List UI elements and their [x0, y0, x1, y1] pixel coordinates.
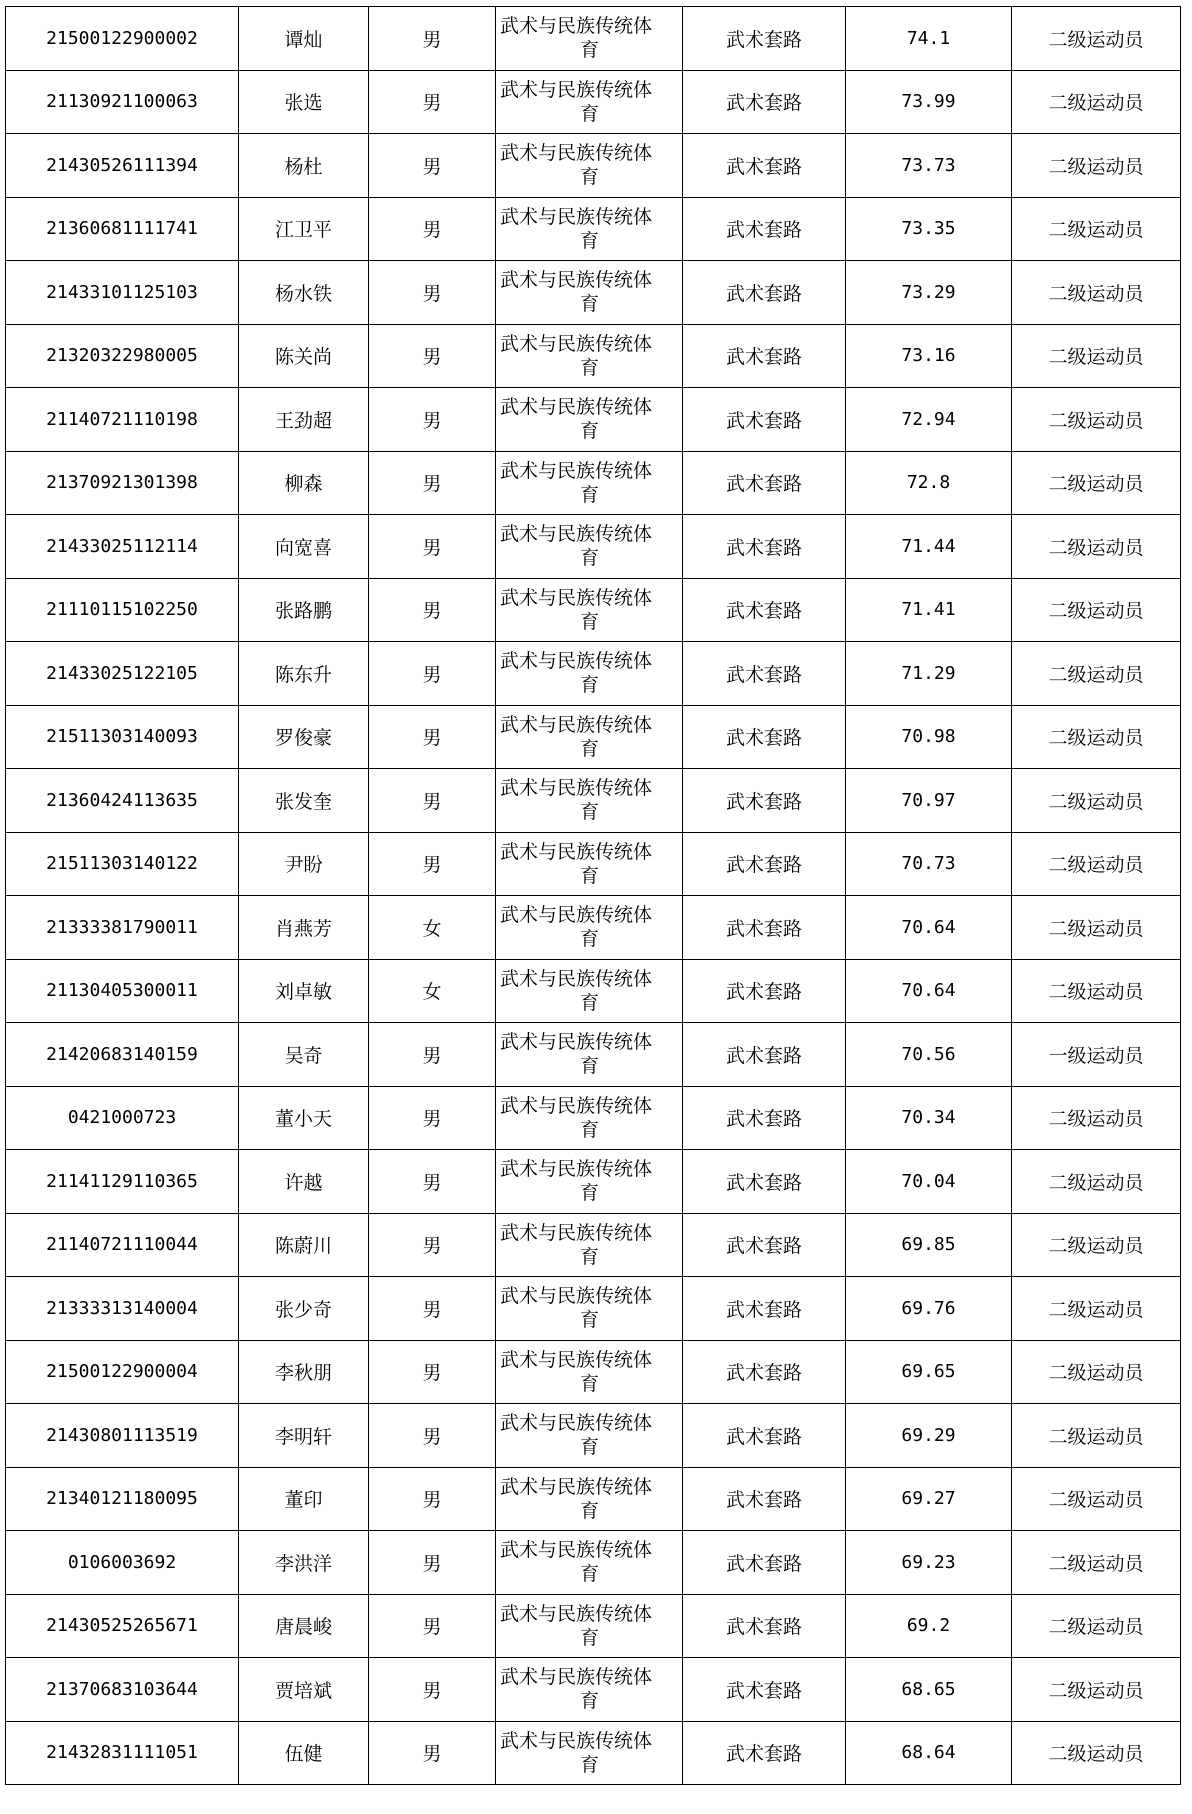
- name-cell: 罗俊豪: [239, 705, 369, 769]
- event-cell: [496, 261, 683, 325]
- event-line-2: 育: [580, 610, 600, 633]
- event-line-2: 育: [580, 1563, 600, 1586]
- name-cell: 张路鹏: [239, 578, 369, 642]
- level-cell: 二级运动员: [1012, 832, 1181, 896]
- item-cell: 武术套路: [683, 705, 846, 769]
- item-cell: 武术套路: [683, 1213, 846, 1277]
- score-cell: 70.64: [846, 959, 1012, 1023]
- gender-cell: 男: [369, 578, 496, 642]
- score-cell: 68.65: [846, 1658, 1012, 1722]
- level-cell: 二级运动员: [1012, 705, 1181, 769]
- item-cell: 武术套路: [683, 578, 846, 642]
- name-cell: 许越: [239, 1150, 369, 1214]
- event-line-1: 武术与民族传统体: [500, 1666, 653, 1689]
- score-cell: 70.04: [846, 1150, 1012, 1214]
- gender-cell: 男: [369, 1658, 496, 1722]
- gender-cell: 男: [369, 832, 496, 896]
- event-line-2: 育: [580, 102, 600, 125]
- gender-cell: 男: [369, 769, 496, 833]
- item-cell: 武术套路: [683, 1594, 846, 1658]
- name-cell: 张少奇: [239, 1277, 369, 1341]
- event-cell: [496, 959, 683, 1023]
- candidate-id-cell: 0106003692: [6, 1531, 239, 1595]
- event-line-1: 武术与民族传统体: [500, 1475, 653, 1498]
- candidate-id-cell: 21320322980005: [6, 324, 239, 388]
- table-row: [6, 7, 1181, 71]
- item-cell: 武术套路: [683, 515, 846, 579]
- name-cell: 李明轩: [239, 1404, 369, 1468]
- gender-cell: 男: [369, 7, 496, 71]
- event-line-1: 武术与民族传统体: [500, 1348, 653, 1371]
- event-line-1: 武术与民族传统体: [500, 1412, 653, 1435]
- event-cell: [496, 1340, 683, 1404]
- event-line-2: 育: [580, 864, 600, 887]
- name-cell: 江卫平: [239, 197, 369, 261]
- table-row: [6, 1404, 1181, 1468]
- score-cell: 73.29: [846, 261, 1012, 325]
- name-cell: 柳森: [239, 451, 369, 515]
- event-line-2: 育: [580, 1118, 600, 1141]
- name-cell: 杨水铁: [239, 261, 369, 325]
- name-cell: 唐晨峻: [239, 1594, 369, 1658]
- table-row: [6, 959, 1181, 1023]
- level-cell: 二级运动员: [1012, 896, 1181, 960]
- event-line-2: 育: [580, 166, 600, 189]
- name-cell: 吴奇: [239, 1023, 369, 1087]
- gender-cell: 男: [369, 451, 496, 515]
- table-row: [6, 197, 1181, 261]
- item-cell: 武术套路: [683, 261, 846, 325]
- candidate-id-cell: 21432831111051: [6, 1721, 239, 1785]
- item-cell: 武术套路: [683, 896, 846, 960]
- event-cell: [496, 515, 683, 579]
- gender-cell: 男: [369, 134, 496, 198]
- name-cell: 张选: [239, 70, 369, 134]
- level-cell: 二级运动员: [1012, 70, 1181, 134]
- event-line-1: 武术与民族传统体: [500, 1729, 653, 1752]
- event-cell: [496, 1531, 683, 1595]
- name-cell: 陈蔚川: [239, 1213, 369, 1277]
- candidate-id-cell: 21511303140122: [6, 832, 239, 896]
- event-line-1: 武术与民族传统体: [500, 1031, 653, 1054]
- item-cell: 武术套路: [683, 7, 846, 71]
- name-cell: 谭灿: [239, 7, 369, 71]
- level-cell: 二级运动员: [1012, 959, 1181, 1023]
- event-cell: [496, 832, 683, 896]
- candidate-id-cell: 21333313140004: [6, 1277, 239, 1341]
- item-cell: 武术套路: [683, 642, 846, 706]
- table-row: [6, 1086, 1181, 1150]
- level-cell: 二级运动员: [1012, 197, 1181, 261]
- item-cell: 武术套路: [683, 324, 846, 388]
- score-cell: 72.8: [846, 451, 1012, 515]
- item-cell: 武术套路: [683, 388, 846, 452]
- gender-cell: 男: [369, 1594, 496, 1658]
- name-cell: 董印: [239, 1467, 369, 1531]
- level-cell: 一级运动员: [1012, 1023, 1181, 1087]
- table-row: [6, 832, 1181, 896]
- name-cell: 肖燕芳: [239, 896, 369, 960]
- event-line-2: 育: [580, 293, 600, 316]
- gender-cell: 男: [369, 70, 496, 134]
- event-line-2: 育: [580, 356, 600, 379]
- level-cell: 二级运动员: [1012, 1213, 1181, 1277]
- item-cell: 武术套路: [683, 1150, 846, 1214]
- candidate-id-cell: 21511303140093: [6, 705, 239, 769]
- event-cell: [496, 388, 683, 452]
- item-cell: 武术套路: [683, 451, 846, 515]
- event-line-1: 武术与民族传统体: [500, 1094, 653, 1117]
- event-cell: [496, 1277, 683, 1341]
- table-row: [6, 1213, 1181, 1277]
- name-cell: 刘卓敏: [239, 959, 369, 1023]
- candidate-id-cell: 21333381790011: [6, 896, 239, 960]
- event-line-2: 育: [580, 1753, 600, 1776]
- level-cell: 二级运动员: [1012, 1086, 1181, 1150]
- name-cell: 陈东升: [239, 642, 369, 706]
- event-line-2: 育: [580, 1182, 600, 1205]
- event-line-1: 武术与民族传统体: [500, 1602, 653, 1625]
- table-row: [6, 70, 1181, 134]
- candidate-id-cell: 21433101125103: [6, 261, 239, 325]
- event-cell: [496, 1023, 683, 1087]
- event-cell: [496, 451, 683, 515]
- score-cell: 69.2: [846, 1594, 1012, 1658]
- table-row: [6, 1467, 1181, 1531]
- event-line-2: 育: [580, 1690, 600, 1713]
- gender-cell: 男: [369, 1277, 496, 1341]
- gender-cell: 男: [369, 324, 496, 388]
- gender-cell: 男: [369, 1086, 496, 1150]
- level-cell: 二级运动员: [1012, 769, 1181, 833]
- candidate-id-cell: 21433025122105: [6, 642, 239, 706]
- table-row: [6, 769, 1181, 833]
- table-row: [6, 1658, 1181, 1722]
- event-line-2: 育: [580, 1055, 600, 1078]
- name-cell: 张发奎: [239, 769, 369, 833]
- event-line-2: 育: [580, 1436, 600, 1459]
- score-cell: 73.16: [846, 324, 1012, 388]
- score-cell: 70.97: [846, 769, 1012, 833]
- event-line-2: 育: [580, 1499, 600, 1522]
- item-cell: 武术套路: [683, 769, 846, 833]
- event-line-2: 育: [580, 483, 600, 506]
- score-cell: 71.41: [846, 578, 1012, 642]
- event-line-1: 武术与民族传统体: [500, 396, 653, 419]
- level-cell: 二级运动员: [1012, 1150, 1181, 1214]
- event-line-1: 武术与民族传统体: [500, 459, 653, 482]
- gender-cell: 男: [369, 261, 496, 325]
- level-cell: 二级运动员: [1012, 578, 1181, 642]
- item-cell: 武术套路: [683, 1531, 846, 1595]
- item-cell: 武术套路: [683, 1023, 846, 1087]
- level-cell: 二级运动员: [1012, 261, 1181, 325]
- table-row: [6, 388, 1181, 452]
- candidate-id-cell: 0421000723: [6, 1086, 239, 1150]
- gender-cell: 男: [369, 515, 496, 579]
- event-line-1: 武术与民族传统体: [500, 650, 653, 673]
- event-line-1: 武术与民族传统体: [500, 840, 653, 863]
- event-line-1: 武术与民族传统体: [500, 332, 653, 355]
- name-cell: 杨杜: [239, 134, 369, 198]
- candidate-id-cell: 21140721110044: [6, 1213, 239, 1277]
- candidate-id-cell: 21430801113519: [6, 1404, 239, 1468]
- candidate-id-cell: 21430526111394: [6, 134, 239, 198]
- score-cell: 70.34: [846, 1086, 1012, 1150]
- event-cell: [496, 1594, 683, 1658]
- gender-cell: 男: [369, 1150, 496, 1214]
- level-cell: 二级运动员: [1012, 451, 1181, 515]
- event-line-2: 育: [580, 928, 600, 951]
- candidate-id-cell: 21141129110365: [6, 1150, 239, 1214]
- level-cell: 二级运动员: [1012, 1467, 1181, 1531]
- event-cell: [496, 70, 683, 134]
- candidate-id-cell: 21130921100063: [6, 70, 239, 134]
- candidate-id-cell: 21420683140159: [6, 1023, 239, 1087]
- event-line-2: 育: [580, 801, 600, 824]
- table-row: [6, 1340, 1181, 1404]
- table-row: [6, 1721, 1181, 1785]
- table-row: [6, 642, 1181, 706]
- table-row: [6, 1023, 1181, 1087]
- item-cell: 武术套路: [683, 1658, 846, 1722]
- event-line-2: 育: [580, 547, 600, 570]
- event-line-1: 武术与民族传统体: [500, 78, 653, 101]
- gender-cell: 男: [369, 1721, 496, 1785]
- event-line-1: 武术与民族传统体: [500, 15, 653, 38]
- table-row: [6, 705, 1181, 769]
- event-line-1: 武术与民族传统体: [500, 1158, 653, 1181]
- score-cell: 70.73: [846, 832, 1012, 896]
- name-cell: 伍健: [239, 1721, 369, 1785]
- event-cell: [496, 642, 683, 706]
- candidate-id-cell: 21370921301398: [6, 451, 239, 515]
- table-row: [6, 1531, 1181, 1595]
- event-line-1: 武术与民族传统体: [500, 967, 653, 990]
- event-line-1: 武术与民族传统体: [500, 205, 653, 228]
- event-line-2: 育: [580, 420, 600, 443]
- gender-cell: 男: [369, 197, 496, 261]
- event-cell: [496, 1721, 683, 1785]
- event-line-1: 武术与民族传统体: [500, 1285, 653, 1308]
- table-row: [6, 134, 1181, 198]
- event-line-1: 武术与民族传统体: [500, 1539, 653, 1562]
- gender-cell: 男: [369, 1213, 496, 1277]
- level-cell: 二级运动员: [1012, 134, 1181, 198]
- score-cell: 70.64: [846, 896, 1012, 960]
- item-cell: 武术套路: [683, 832, 846, 896]
- score-cell: 69.27: [846, 1467, 1012, 1531]
- event-line-2: 育: [580, 229, 600, 252]
- table-row: [6, 1594, 1181, 1658]
- event-line-2: 育: [580, 991, 600, 1014]
- event-cell: [496, 1658, 683, 1722]
- level-cell: 二级运动员: [1012, 1404, 1181, 1468]
- score-cell: 69.23: [846, 1531, 1012, 1595]
- table-body: [6, 7, 1181, 1785]
- item-cell: 武术套路: [683, 1404, 846, 1468]
- event-cell: [496, 1086, 683, 1150]
- gender-cell: 男: [369, 388, 496, 452]
- score-cell: 68.64: [846, 1721, 1012, 1785]
- score-cell: 69.85: [846, 1213, 1012, 1277]
- event-cell: [496, 769, 683, 833]
- level-cell: 二级运动员: [1012, 388, 1181, 452]
- candidate-id-cell: 21140721110198: [6, 388, 239, 452]
- event-line-1: 武术与民族传统体: [500, 1221, 653, 1244]
- event-cell: [496, 324, 683, 388]
- name-cell: 尹盼: [239, 832, 369, 896]
- score-cell: 73.99: [846, 70, 1012, 134]
- score-cell: 72.94: [846, 388, 1012, 452]
- event-cell: [496, 1150, 683, 1214]
- score-cell: 70.56: [846, 1023, 1012, 1087]
- table-row: [6, 261, 1181, 325]
- name-cell: 向宽喜: [239, 515, 369, 579]
- score-cell: 73.73: [846, 134, 1012, 198]
- candidate-id-cell: 21360424113635: [6, 769, 239, 833]
- event-cell: [496, 896, 683, 960]
- event-line-2: 育: [580, 39, 600, 62]
- event-line-1: 武术与民族传统体: [500, 713, 653, 736]
- level-cell: 二级运动员: [1012, 642, 1181, 706]
- level-cell: 二级运动员: [1012, 1658, 1181, 1722]
- score-cell: 71.29: [846, 642, 1012, 706]
- event-cell: [496, 1467, 683, 1531]
- event-cell: [496, 7, 683, 71]
- gender-cell: 男: [369, 1531, 496, 1595]
- score-cell: 69.76: [846, 1277, 1012, 1341]
- score-cell: 69.29: [846, 1404, 1012, 1468]
- event-cell: [496, 578, 683, 642]
- event-line-2: 育: [580, 1372, 600, 1395]
- gender-cell: 男: [369, 1340, 496, 1404]
- table-row: [6, 1277, 1181, 1341]
- level-cell: 二级运动员: [1012, 1277, 1181, 1341]
- item-cell: 武术套路: [683, 70, 846, 134]
- item-cell: 武术套路: [683, 197, 846, 261]
- gender-cell: 男: [369, 1467, 496, 1531]
- event-line-2: 育: [580, 1309, 600, 1332]
- candidate-id-cell: 21130405300011: [6, 959, 239, 1023]
- candidate-id-cell: 21370683103644: [6, 1658, 239, 1722]
- level-cell: 二级运动员: [1012, 7, 1181, 71]
- score-cell: 70.98: [846, 705, 1012, 769]
- candidate-id-cell: 21433025112114: [6, 515, 239, 579]
- score-cell: 74.1: [846, 7, 1012, 71]
- name-cell: 王劲超: [239, 388, 369, 452]
- event-line-2: 育: [580, 737, 600, 760]
- event-cell: [496, 1404, 683, 1468]
- table-row: [6, 324, 1181, 388]
- event-line-2: 育: [580, 674, 600, 697]
- item-cell: 武术套路: [683, 134, 846, 198]
- event-line-1: 武术与民族传统体: [500, 523, 653, 546]
- item-cell: 武术套路: [683, 1721, 846, 1785]
- table-row: [6, 1150, 1181, 1214]
- event-cell: [496, 1213, 683, 1277]
- candidate-id-cell: 21340121180095: [6, 1467, 239, 1531]
- event-line-1: 武术与民族传统体: [500, 777, 653, 800]
- level-cell: 二级运动员: [1012, 1594, 1181, 1658]
- event-line-1: 武术与民族传统体: [500, 904, 653, 927]
- name-cell: 李秋朋: [239, 1340, 369, 1404]
- event-cell: [496, 197, 683, 261]
- item-cell: 武术套路: [683, 959, 846, 1023]
- candidate-id-cell: 21430525265671: [6, 1594, 239, 1658]
- gender-cell: 男: [369, 1404, 496, 1468]
- event-cell: [496, 705, 683, 769]
- level-cell: 二级运动员: [1012, 1721, 1181, 1785]
- event-line-1: 武术与民族传统体: [500, 269, 653, 292]
- score-cell: 71.44: [846, 515, 1012, 579]
- event-line-1: 武术与民族传统体: [500, 586, 653, 609]
- event-cell: [496, 134, 683, 198]
- level-cell: 二级运动员: [1012, 1531, 1181, 1595]
- name-cell: 陈关尚: [239, 324, 369, 388]
- level-cell: 二级运动员: [1012, 1340, 1181, 1404]
- name-cell: 董小天: [239, 1086, 369, 1150]
- gender-cell: 女: [369, 959, 496, 1023]
- level-cell: 二级运动员: [1012, 515, 1181, 579]
- gender-cell: 女: [369, 896, 496, 960]
- item-cell: 武术套路: [683, 1340, 846, 1404]
- candidate-id-cell: 21110115102250: [6, 578, 239, 642]
- item-cell: 武术套路: [683, 1086, 846, 1150]
- event-line-1: 武术与民族传统体: [500, 142, 653, 165]
- score-cell: 69.65: [846, 1340, 1012, 1404]
- gender-cell: 男: [369, 642, 496, 706]
- table-row: [6, 578, 1181, 642]
- table-row: [6, 451, 1181, 515]
- score-cell: 73.35: [846, 197, 1012, 261]
- name-cell: 李洪洋: [239, 1531, 369, 1595]
- results-table: [5, 6, 1181, 1785]
- gender-cell: 男: [369, 1023, 496, 1087]
- candidate-id-cell: 21360681111741: [6, 197, 239, 261]
- item-cell: 武术套路: [683, 1467, 846, 1531]
- candidate-id-cell: 21500122900002: [6, 7, 239, 71]
- name-cell: 贾培斌: [239, 1658, 369, 1722]
- event-line-2: 育: [580, 1626, 600, 1649]
- gender-cell: 男: [369, 705, 496, 769]
- event-line-2: 育: [580, 1245, 600, 1268]
- level-cell: 二级运动员: [1012, 324, 1181, 388]
- table-row: [6, 515, 1181, 579]
- table-row: [6, 896, 1181, 960]
- item-cell: 武术套路: [683, 1277, 846, 1341]
- candidate-id-cell: 21500122900004: [6, 1340, 239, 1404]
